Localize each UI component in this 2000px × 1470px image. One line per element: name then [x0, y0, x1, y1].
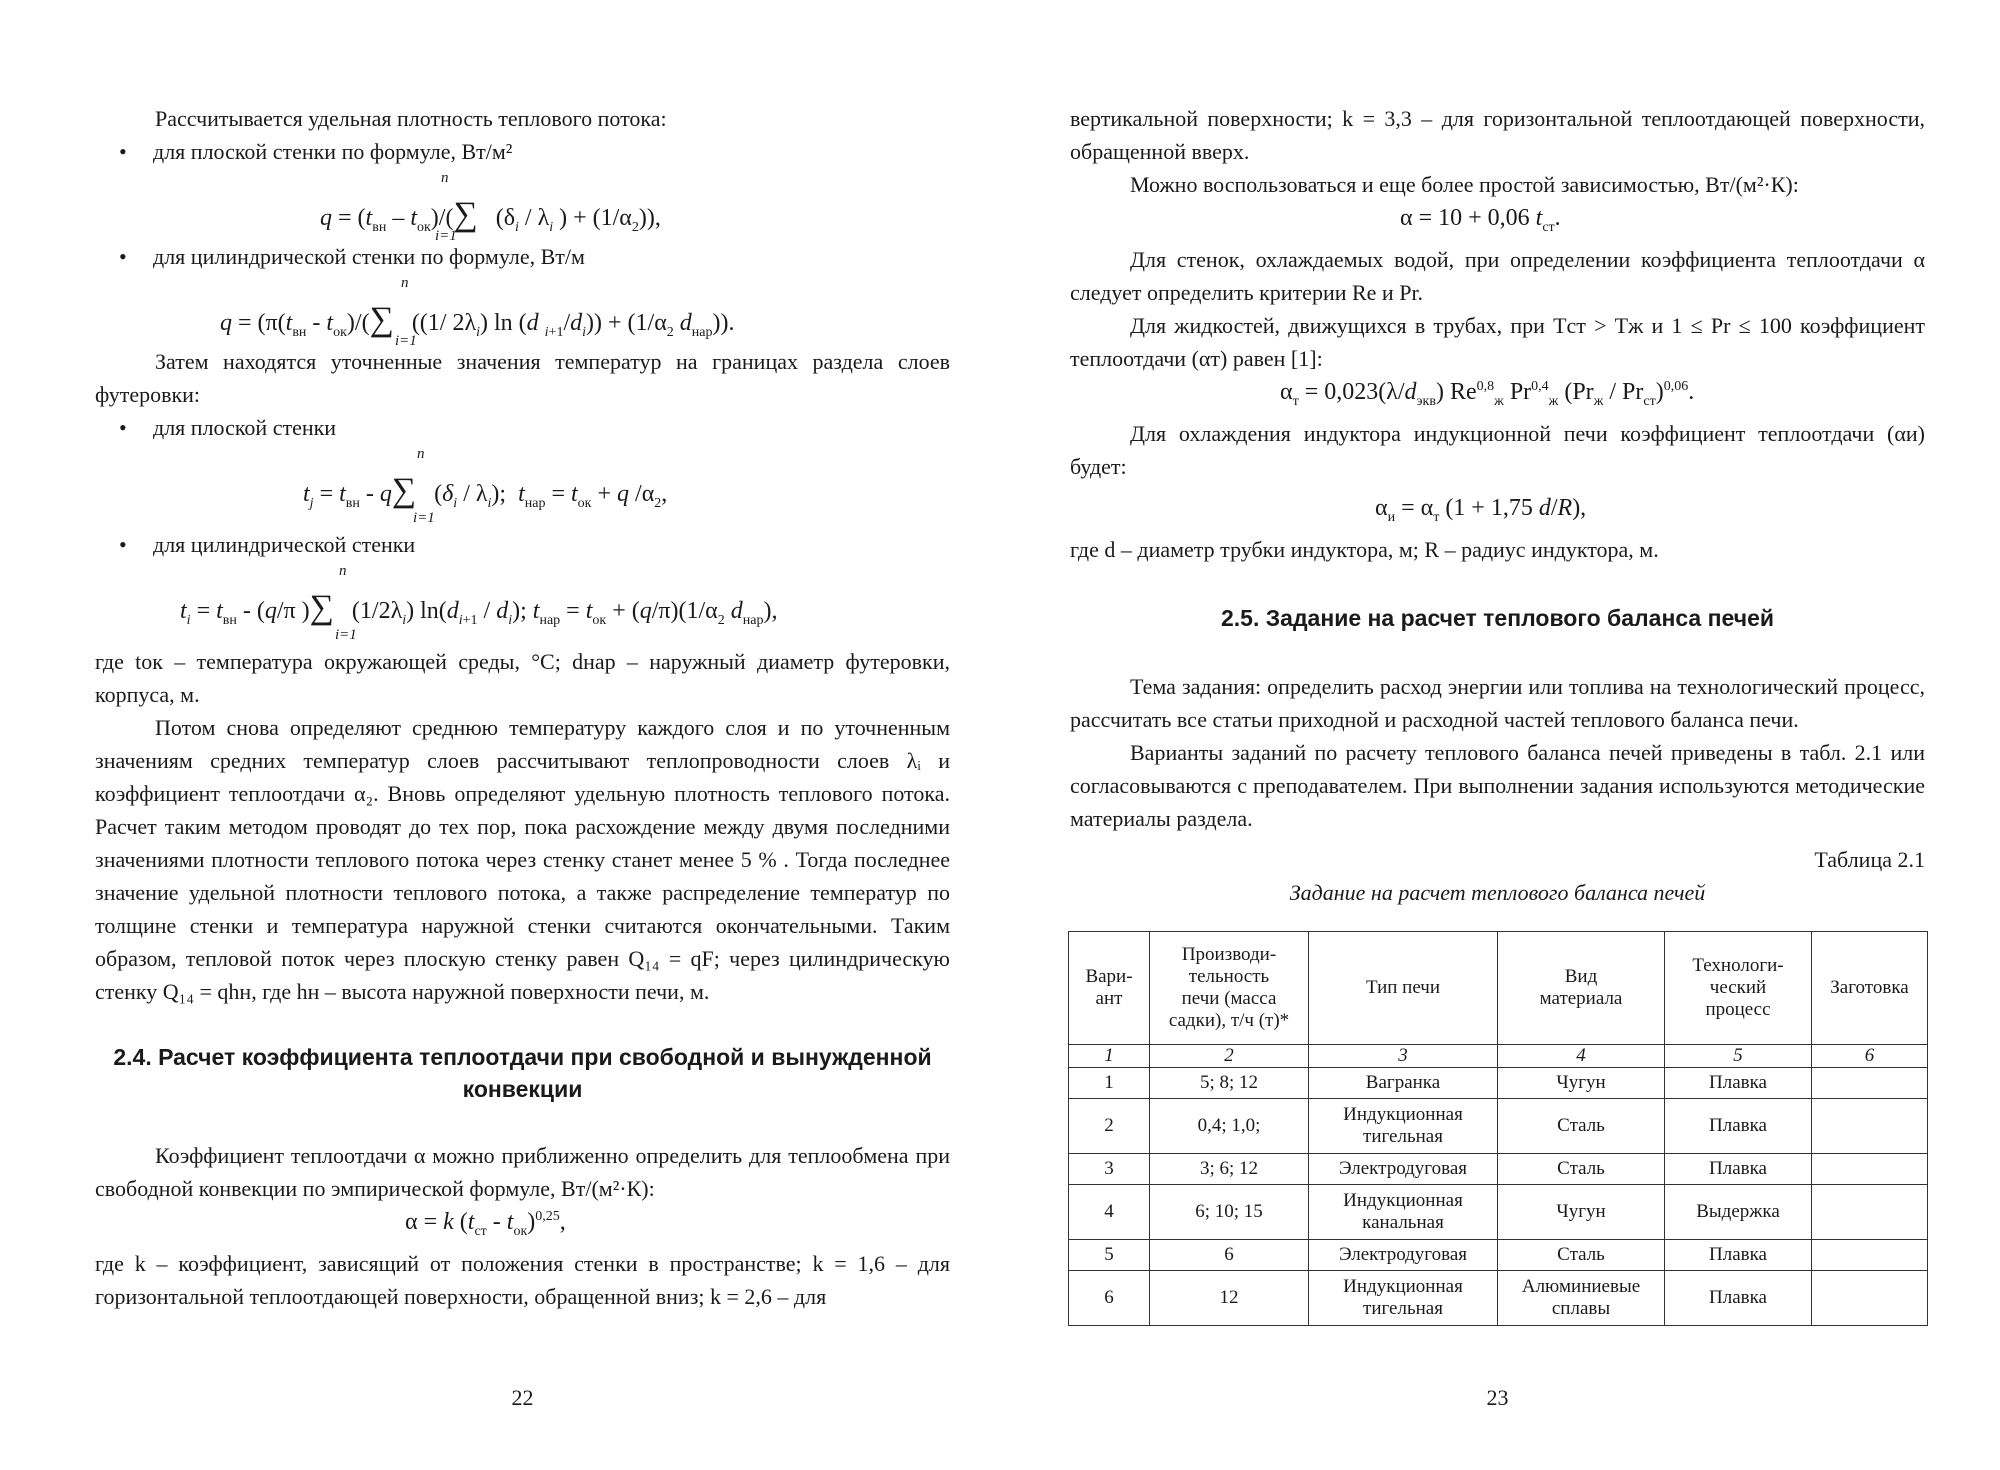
table-cell: 5; 8; 12	[1150, 1068, 1309, 1099]
paragraph: где tок – температура окружающей среды, °С; dнар – наружный диаметр футеровки, корпуса, м.	[95, 649, 950, 707]
paragraph: Рассчитывается удельная плотность теплового потока:	[155, 106, 667, 131]
header-workpiece-text: Заготовка	[1830, 977, 1909, 998]
page-right	[1070, 0, 1925, 1470]
paragraph: Для охлаждения индуктора индукционной печи коэффициент теплоотдачи (αи) будет:	[1070, 421, 1925, 479]
formula-line: α = 10 + 0,06 $t_{ст}$.	[1400, 205, 1561, 235]
paragraph: Для жидкостей, движущихся в трубах, при Tст > Tж и 1 ≤ Pr ≤ 100 коэффициент теплоотдачи (αт) равен [1]:	[1070, 313, 1925, 371]
formula-line: $q = (t_{вн} - t_{ок})/(\sum$ ($\delta_i / \lambda_i$ ) + $(1/\alpha_2)$),	[320, 196, 661, 235]
table-cell: Плавка	[1665, 1271, 1812, 1326]
table-row	[1069, 1068, 1928, 1099]
sigma-upper-limit: n	[417, 446, 425, 462]
paragraph: Затем находятся уточненные значения температур на границах раздела слоев футеровки:	[95, 349, 950, 407]
table-cell: Плавка	[1665, 1068, 1812, 1099]
bullet-item	[95, 240, 950, 273]
table-cell: Вагранка	[1309, 1068, 1498, 1099]
header-furnace-type	[1309, 932, 1498, 1045]
sigma-upper-limit: n	[441, 170, 449, 186]
table-cell: 6	[1150, 1240, 1309, 1271]
table-cell: 12	[1150, 1271, 1309, 1326]
paragraph: вертикальной поверхности; k = 3,3 – для горизонтальной теплоотдающей поверхности, обращенной вверх.	[1070, 106, 1925, 164]
paragraph: где k – коэффициент, зависящий от положения стенки в пространстве; k = 1,6 – для горизонтальной теплоотдающей поверхности, обращенной вниз; k = 2,6 – для	[95, 1251, 950, 1309]
table-cell: 6; 10; 15	[1150, 1185, 1309, 1240]
table-caption: Задание на расчет теплового баланса печей	[1289, 880, 1706, 905]
formula	[95, 444, 950, 528]
table-cell: Алюминиевые сплавы	[1498, 1271, 1665, 1326]
bullet-icon: •	[119, 244, 127, 269]
table-cell: 0,4; 1,0;	[1150, 1099, 1309, 1154]
table-cell: 1	[1069, 1068, 1150, 1099]
bullet-text: для цилиндрической стенки по формуле, Вт/м	[153, 244, 585, 269]
table-cell: Сталь	[1498, 1240, 1665, 1271]
table-label: Таблица 2.1	[1814, 847, 1925, 872]
table-cell	[1812, 1068, 1928, 1099]
page-number: 22	[511, 1385, 534, 1410]
table-cell	[1812, 1154, 1928, 1185]
table-cell: Выдержка	[1665, 1185, 1812, 1240]
formula	[1070, 201, 1925, 243]
formula	[1070, 483, 1925, 533]
sigma-lower-limit: i=1	[335, 627, 357, 643]
table-row	[1069, 1154, 1928, 1185]
paragraph: где d – диаметр трубки индуктора, м; R – радиус индуктора, м.	[1070, 537, 1659, 562]
header-furnace-type-text: Тип печи	[1365, 977, 1441, 998]
table-cell: Чугун	[1498, 1185, 1665, 1240]
table-cell: Чугун	[1498, 1068, 1665, 1099]
table-cell: Плавка	[1665, 1154, 1812, 1185]
section-heading-2-4: 2.4. Расчет коэффициента теплоотдачи при свободной и вынужденной конвекции	[113, 1044, 932, 1102]
table-cell: Плавка	[1665, 1240, 1812, 1271]
table-header-row	[1069, 932, 1928, 1045]
table-cell: 2	[1069, 1099, 1150, 1154]
bullet-icon: •	[119, 415, 127, 440]
header-capacity-text: Производи- тельность печи (масса садки), т/ч (т)*	[1168, 944, 1290, 1031]
table-cell: Электродуговая	[1309, 1240, 1498, 1271]
table-cell: 5	[1069, 1240, 1150, 1271]
header-variant-text: Вари- ант	[1085, 966, 1133, 1009]
table-cell: 6	[1812, 1045, 1928, 1068]
table-cell: Индукционная канальная	[1309, 1185, 1498, 1240]
table-cell: 3	[1069, 1154, 1150, 1185]
header-workpiece	[1812, 932, 1928, 1045]
paragraph: Для стенок, охлаждаемых водой, при определении коэффициента теплоотдачи α следует определить критерии Re и Pr.	[1070, 247, 1925, 305]
table-cell: Индукционная тигельная	[1309, 1271, 1498, 1326]
paragraph: Варианты заданий по расчету теплового баланса печей приведены в табл. 2.1 или согласовываются с преподавателем. При выполнении задания используются методические материалы раздела.	[1070, 740, 1925, 831]
table-cell: 4	[1498, 1045, 1665, 1068]
bullet-item	[95, 411, 950, 444]
bullet-item	[95, 528, 950, 561]
bullet-text: для плоской стенки по формуле, Вт/м²	[153, 139, 513, 164]
paragraph: Тема задания: определить расход энергии или топлива на технологический процесс, рассчитать все статьи приходной и расходной частей теплового баланса печи.	[1070, 674, 1925, 732]
section-heading-2-5: 2.5. Задание на расчет теплового баланса печей	[1220, 605, 1774, 631]
paragraph: Потом снова определяют среднюю температуру каждого слоя и по уточненным значениям средних температур слоев рассчитывают теплопроводности слоев λᵢ и коэффициент теплоотдачи α₂. Вновь определяют удельную плотность теплового потока. Расчет таким методом проводят до тех пор, пока расхождение между двумя последними значениями плотности теплового потока через стенку станет менее 5 % . Тогда последнее значение удельной плотности теплового потока, а также распределение температур по толщине стенки и температура наружной стенки считаются окончательными. Таким образом, тепловой поток через плоскую стенку равен Q₁₄ = qF; через цилиндрическую стенку Q₁₄ = qhн, где hн – высота наружной поверхности печи, м.	[95, 715, 950, 1004]
bullet-text: для плоской стенки	[153, 415, 337, 440]
table-row	[1069, 1240, 1928, 1271]
formula-line: $\alpha_т = 0,023(\lambda/d_{экв})$ Re$^{0,8}_ж$ Pr$^{0,4}_ж$ $(Pr_ж / Pr_{ст})^{0,06}$.	[1280, 379, 1695, 409]
table-cell: Сталь	[1498, 1154, 1665, 1185]
bullet-item	[95, 135, 950, 168]
sigma-lower-limit: i=1	[395, 333, 417, 349]
table-cell: 4	[1069, 1185, 1150, 1240]
formula	[95, 168, 950, 244]
formula-line: $t_i = t_{вн} - (q/\pi$ )∑ $(1/2\lambda_i)$ $\ln(d_{i+1} / d_i)$; $t_{нар} = t_{ок} + (q/\pi)(1/\alpha_2$ $d_{нар}$),	[180, 589, 778, 628]
bullet-text: для цилиндрической стенки	[153, 532, 416, 557]
sigma-lower-limit: i=1	[413, 510, 435, 526]
furnace-task-table	[1068, 931, 1928, 1326]
table-cell: 3	[1309, 1045, 1498, 1068]
formula	[95, 273, 950, 349]
paragraph: Коэффициент теплоотдачи α можно приближенно определить для теплообмена при свободной конвекции по эмпирической формуле, Вт/(м²·К):	[95, 1143, 950, 1201]
table-cell: Электродуговая	[1309, 1154, 1498, 1185]
sigma-lower-limit: i=1	[435, 228, 457, 244]
table-row	[1069, 1271, 1928, 1326]
paragraph: Можно воспользоваться и еще более простой зависимостью, Вт/(м²·К):	[1130, 172, 1799, 197]
table-row	[1069, 1185, 1928, 1240]
formula-line: $q = (\pi(t_{вн} - t_{ок})/(\sum$ ((1/ $2\lambda_i$) ln (d $_{i+1}/d_i)) + (1/\alpha_2$ $d_{нар}$)).	[220, 301, 735, 340]
formula-line: $t_j = t_{вн} - q\sum$ $(\delta_i / \lambda_i)$; $t_{нар} = t_{ок} + q$ $/\alpha_2$,	[303, 472, 668, 511]
header-process-text: Технологи- ческий процесс	[1692, 955, 1784, 1020]
formula	[1070, 375, 1925, 417]
formula-line: α = k $(t_{ст} - t_{ок})^{0,25}$,	[405, 1209, 566, 1239]
header-material	[1498, 932, 1665, 1045]
table-cell	[1812, 1185, 1928, 1240]
formula	[95, 561, 950, 645]
page-left	[95, 0, 950, 1470]
header-material-text: Вид материала	[1539, 966, 1623, 1009]
sigma-upper-limit: n	[339, 563, 347, 579]
table-cell: Плавка	[1665, 1099, 1812, 1154]
table-cell: 1	[1069, 1045, 1150, 1068]
formula-line: $\alpha_и = \alpha_т$ (1 + 1,75 d/R),	[1375, 495, 1587, 525]
bullet-icon: •	[119, 139, 127, 164]
table-cell	[1812, 1099, 1928, 1154]
sigma-upper-limit: n	[401, 275, 409, 291]
table-column-numbers-row	[1069, 1045, 1928, 1068]
table-cell: Сталь	[1498, 1099, 1665, 1154]
page-number: 23	[1486, 1385, 1509, 1410]
bullet-icon: •	[119, 532, 127, 557]
header-capacity	[1150, 932, 1309, 1045]
table-row	[1069, 1099, 1928, 1154]
table-cell: 3; 6; 12	[1150, 1154, 1309, 1185]
header-variant	[1069, 932, 1150, 1045]
formula	[95, 1205, 950, 1247]
table-cell	[1812, 1271, 1928, 1326]
table-cell: 2	[1150, 1045, 1309, 1068]
header-process	[1665, 932, 1812, 1045]
table-cell: Индукционная тигельная	[1309, 1099, 1498, 1154]
table-cell: 5	[1665, 1045, 1812, 1068]
table-cell: 6	[1069, 1271, 1150, 1326]
table-cell	[1812, 1240, 1928, 1271]
